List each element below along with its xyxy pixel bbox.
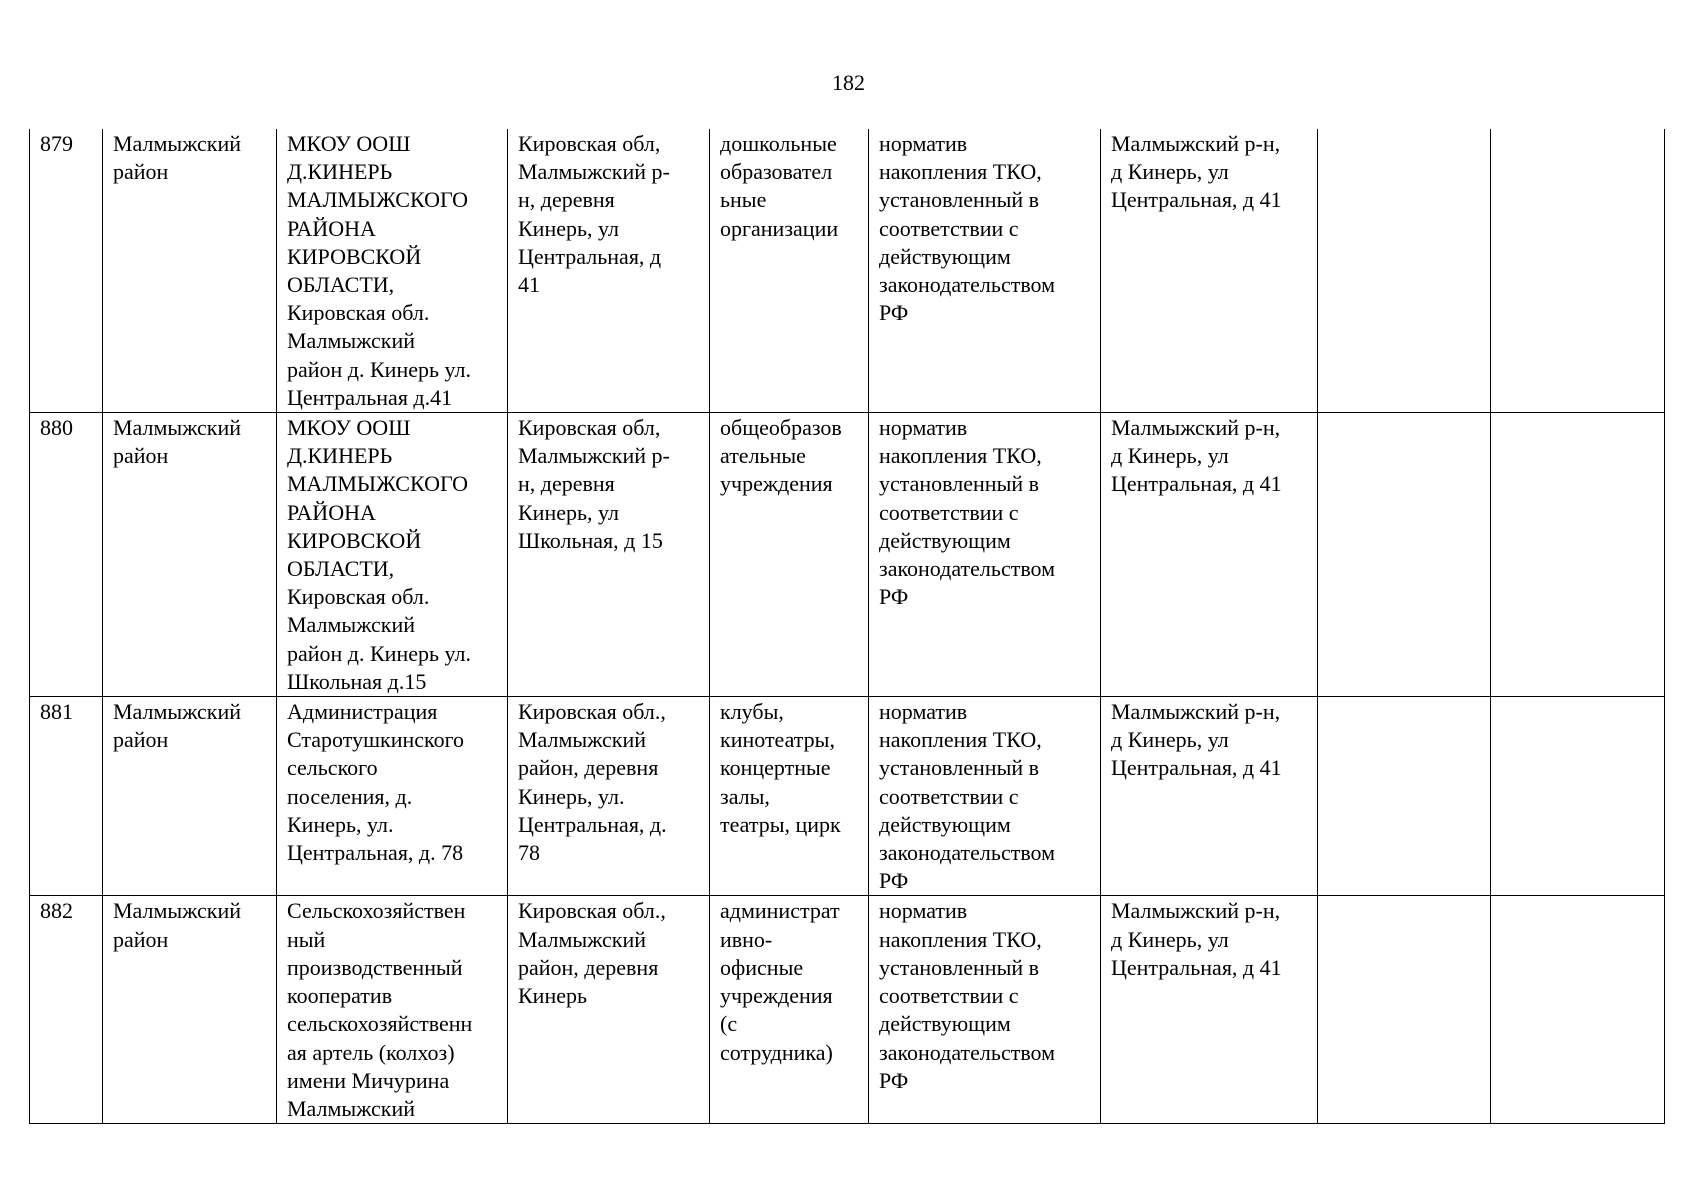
cell-site: Малмыжский р-н, д Кинерь, ул Центральная, д 41 bbox=[1101, 896, 1318, 1124]
cell-organization: Администрация Старотушкинского сельского поселения, д. Кинерь, ул. Центральная, д. 78 bbox=[277, 697, 508, 896]
cell-organization: МКОУ ООШ Д.КИНЕРЬ МАЛМЫЖСКОГО РАЙОНА КИРОВСКОЙ ОБЛАСТИ, Кировская обл. Малмыжский район д. Кинерь ул. Школьная д.15 bbox=[277, 413, 508, 697]
table-row bbox=[30, 697, 1665, 896]
page-number: 182 bbox=[832, 70, 865, 95]
cell-organization: Сельскохозяйствен ный производственный кооператив сельскохозяйственн ая артель (колхоз) имени Мичурина Малмыжский bbox=[277, 896, 508, 1124]
registry-table bbox=[29, 129, 1665, 1124]
table-row bbox=[30, 413, 1665, 697]
cell-number: 882 bbox=[30, 896, 103, 1124]
cell-number: 879 bbox=[30, 129, 103, 413]
cell-district: Малмыжский район bbox=[103, 413, 277, 697]
table-row bbox=[30, 896, 1665, 1124]
cell-number: 881 bbox=[30, 697, 103, 896]
cell-norm: норматив накопления ТКО, установленный в соответствии с действующим законодательством РФ bbox=[869, 129, 1101, 413]
cell-site: Малмыжский р-н, д Кинерь, ул Центральная, д 41 bbox=[1101, 413, 1318, 697]
cell-extra-2 bbox=[1491, 896, 1665, 1124]
cell-site: Малмыжский р-н, д Кинерь, ул Центральная, д 41 bbox=[1101, 129, 1318, 413]
cell-district: Малмыжский район bbox=[103, 129, 277, 413]
cell-extra-2 bbox=[1491, 129, 1665, 413]
cell-district: Малмыжский район bbox=[103, 697, 277, 896]
cell-address: Кировская обл, Малмыжский р- н, деревня Кинерь, ул Школьная, д 15 bbox=[508, 413, 710, 697]
cell-site: Малмыжский р-н, д Кинерь, ул Центральная, д 41 bbox=[1101, 697, 1318, 896]
cell-norm: норматив накопления ТКО, установленный в соответствии с действующим законодательством РФ bbox=[869, 697, 1101, 896]
cell-extra-2 bbox=[1491, 697, 1665, 896]
cell-extra-1 bbox=[1318, 413, 1491, 697]
cell-extra-1 bbox=[1318, 697, 1491, 896]
cell-organization: МКОУ ООШ Д.КИНЕРЬ МАЛМЫЖСКОГО РАЙОНА КИРОВСКОЙ ОБЛАСТИ, Кировская обл. Малмыжский район д. Кинерь ул. Центральная д.41 bbox=[277, 129, 508, 413]
cell-extra-1 bbox=[1318, 896, 1491, 1124]
cell-address: Кировская обл, Малмыжский р- н, деревня Кинерь, ул Центральная, д 41 bbox=[508, 129, 710, 413]
cell-norm: норматив накопления ТКО, установленный в соответствии с действующим законодательством РФ bbox=[869, 413, 1101, 697]
cell-category: клубы, кинотеатры, концертные залы, театры, цирк bbox=[710, 697, 869, 896]
table-row bbox=[30, 129, 1665, 413]
cell-district: Малмыжский район bbox=[103, 896, 277, 1124]
cell-extra-1 bbox=[1318, 129, 1491, 413]
cell-address: Кировская обл., Малмыжский район, деревня Кинерь bbox=[508, 896, 710, 1124]
cell-address: Кировская обл., Малмыжский район, деревня Кинерь, ул. Центральная, д. 78 bbox=[508, 697, 710, 896]
cell-number: 880 bbox=[30, 413, 103, 697]
cell-extra-2 bbox=[1491, 413, 1665, 697]
cell-category: общеобразов ательные учреждения bbox=[710, 413, 869, 697]
cell-category: дошкольные образовател ьные организации bbox=[710, 129, 869, 413]
cell-category: администрат ивно- офисные учреждения (с сотрудника) bbox=[710, 896, 869, 1124]
cell-norm: норматив накопления ТКО, установленный в соответствии с действующим законодательством РФ bbox=[869, 896, 1101, 1124]
